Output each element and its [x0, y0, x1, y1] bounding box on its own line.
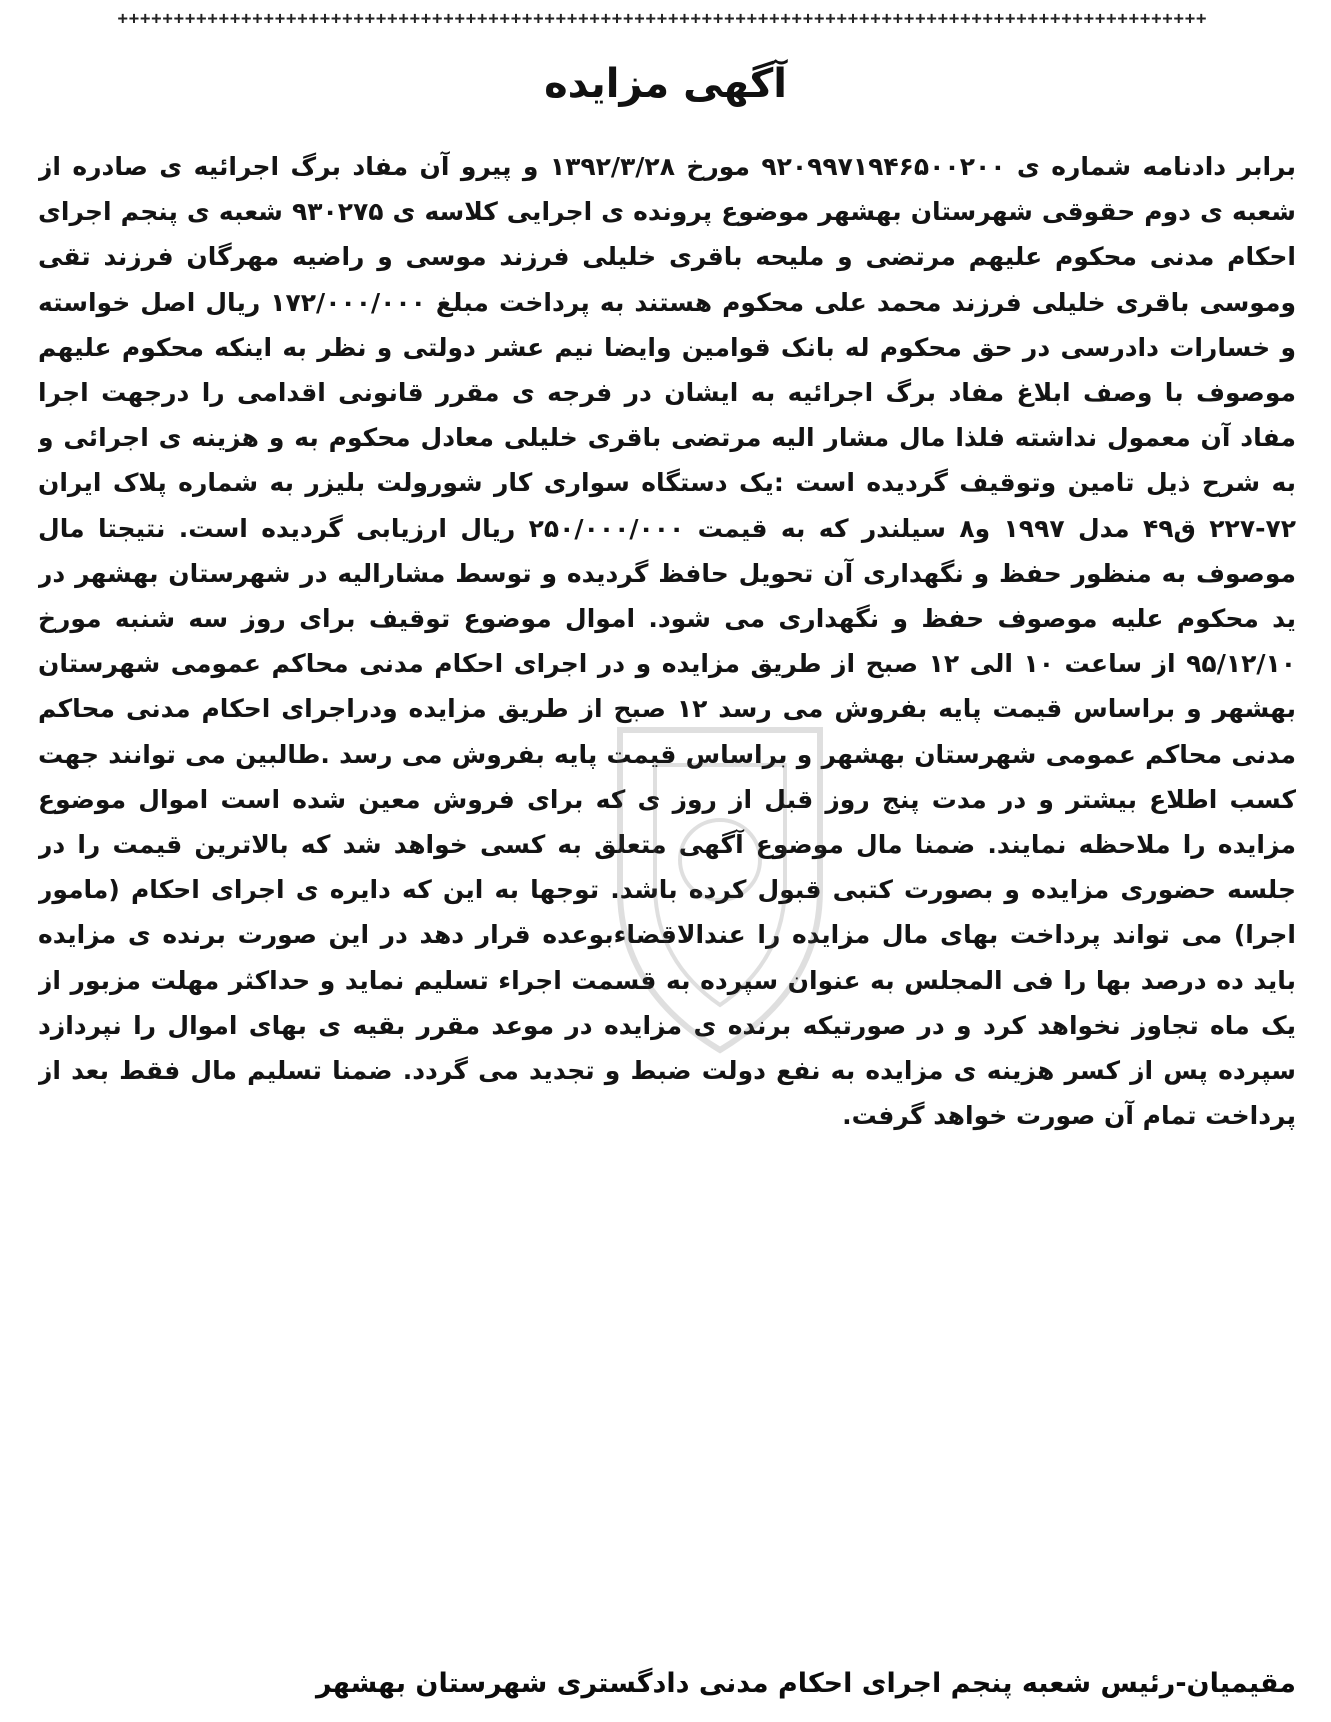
notice-body-text: برابر دادنامه شماره ی ۹۲۰۹۹۷۱۹۴۶۵۰۰۲۰۰ مورخ ۱۳۹۲/۳/۲۸ و پیرو آن مفاد برگ اجرائیه ی صادره از شعبه ی دوم حقوقی شهرستان بهشهر موضوع پرونده ی اجرایی کلاسه ی ۹۳۰۲۷۵ شعبه ی پنجم اجرای احکام مدنی محکوم علیهم مرتضی و ملیحه باقری خلیلی فرزند موسی و راضیه مهرگان فرزند تقی وموسی باقری خلیلی فرزند محمد علی محکوم هستند به پرداخت مبلغ ۱۷۲/۰۰۰/۰۰۰ ریال اصل خواسته و خسارات دادرسی در حق محکوم له بانک قوامین وایضا نیم عشر دولتی و نظر به اینکه محکوم علیهم موصوف با وصف ابلاغ مفاد برگ اجرائیه به ایشان در فرجه ی مقرر قانونی اقدامی را درجهت اجرا مفاد آن معمول نداشته فلذا مال مشار الیه مرتضی باقری خلیلی معادل محکوم به و هزینه ی اجرائی و به شرح ذیل تامین وتوقیف گردیده است :یک دستگاه سواری کار شورولت بلیزر به شماره پلاک ایران ۷۲-۲۲۷ ق۴۹ مدل ۱۹۹۷ و۸ سیلندر که به قیمت ۲۵۰/۰۰۰/۰۰۰ ریال ارزیابی گردیده است. نتیجتا مال موصوف به منظور حفظ و نگهداری آن تحویل حافظ گردیده و توسط مشارالیه در شهرستان بهشهر در ید محکوم علیه موصوف حفظ و نگهداری می شود. اموال موضوع توقیف برای روز سه شنبه مورخ ۹۵/۱۲/۱۰ از ساعت ۱۰ الی ۱۲ صبح از طریق مزایده و در اجرای احکام مدنی محاکم عمومی شهرستان بهشهر و براساس قیمت پایه بفروش می رسد ۱۲ صبح از طریق مزایده ودراجرای احکام مدنی محاکم مدنی محاکم عمومی شهرستان بهشهر و براساس قیمت پایه بفروش می رسد .طالبین می توانند جهت کسب اطلاع بیشتر و در مدت پنج روز قبل از روز ی که برای فروش معین شده است اموال موضوع مزایده را ملاحظه نمایند. ضمنا مال موضوع آگهی متعلق به کسی خواهد شد که بالاترین قیمت را در جلسه حضوری مزایده و بصورت کتبی قبول کرده باشد. توجها به این که دایره ی اجرای احکام (مامور اجرا) می تواند پرداخت بهای مال مزایده را عندالاقضاءبوعده قرار دهد در این صورت برنده ی مزایده باید ده درصد بها را فی المجلس به عنوان سپرده به قسمت اجراء تسلیم نماید و حداکثر مهلت مزبور از یک ماه تجاوز نخواهد کرد و در صورتیکه برنده ی مزایده در موعد مقرر بقیه ی بهای اموال را نپردازد سپرده پس از کسر هزینه ی مزایده به نفع دولت ضبط و تجدید می گردد. ضمنا تسلیم مال فقط بعد از پرداخت تمام آن صورت خواهد گرفت.: [38, 152, 1296, 1131]
signature-line: مقیمیان-رئیس شعبه پنجم اجرای احکام مدنی دادگستری شهرستان بهشهر: [315, 1668, 1296, 1699]
notice-title: آگهی مزایده: [544, 61, 787, 107]
plus-sign-divider: +++++++++++++++++++++++++++++++++++++++++++++++++++++++++++++++++++++++++++++++++++++++++++++++++: [117, 9, 1208, 29]
